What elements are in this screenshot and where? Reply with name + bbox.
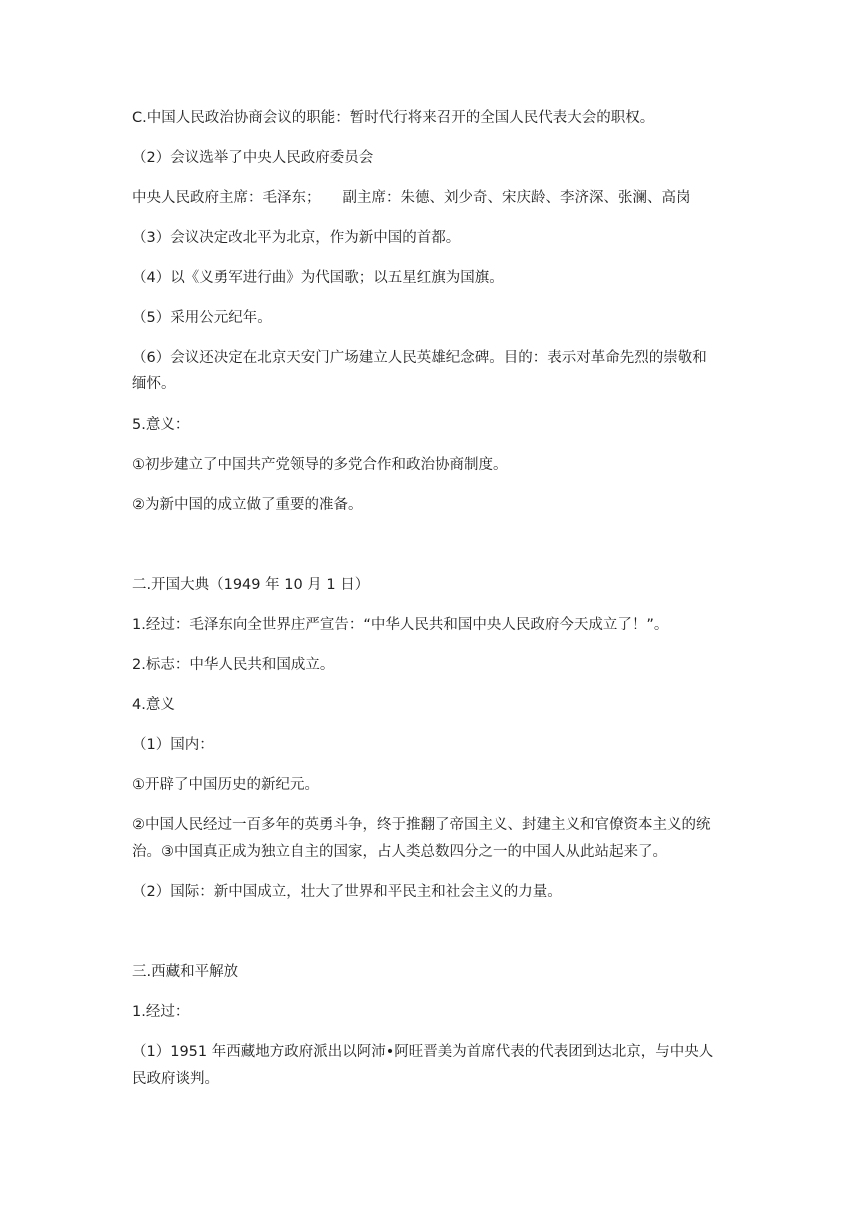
significance-point-1: ①初步建立了中国共产党领导的多党合作和政治协商制度。 — [132, 457, 508, 473]
cppcc-function-line: C.中国人民政治协商会议的职能：暂时代行将来召开的全国人民代表大会的职权。 — [132, 110, 655, 126]
section-founding-ceremony-heading: 二.开国大典（1949 年 10 月 1 日） — [132, 577, 370, 593]
significance-point-2: ②为新中国的成立做了重要的准备。 — [132, 497, 363, 513]
tibet-negotiation-line-continued: 民政府谈判。 — [132, 1071, 219, 1087]
chairman-line — [132, 186, 744, 210]
ceremony-significance-heading: 4.意义 — [132, 697, 175, 713]
election-heading: （2）会议选举了中央人民政府委员会 — [132, 150, 374, 166]
chairman-text: 中央人民政府主席：毛泽东； — [132, 190, 321, 206]
domestic-point-2: ②中国人民经过一百多年的英勇斗争，终于推翻了帝国主义、封建主义和官僚资本主义的统 — [132, 817, 711, 833]
tibet-negotiation-line: （1）1951 年西藏地方政府派出以阿沛•阿旺晋美为首席代表的代表团到达北京，与中央人 — [132, 1044, 714, 1060]
vice-chairman-text: 副主席：朱德、刘少奇、宋庆龄、李济深、张澜、高岗 — [342, 190, 691, 206]
section-tibet-heading: 三.西藏和平解放 — [132, 964, 239, 980]
domestic-heading: （1）国内： — [132, 737, 214, 753]
domestic-point-1: ①开辟了中国历史的新纪元。 — [132, 777, 319, 793]
anthem-flag-line: （4）以《义勇军进行曲》为代国歌；以五星红旗为国旗。 — [132, 270, 504, 286]
calendar-line: （5）采用公元纪年。 — [132, 310, 272, 326]
significance-heading: 5.意义： — [132, 417, 190, 433]
international-line: （2）国际：新中国成立，壮大了世界和平民主和社会主义的力量。 — [132, 884, 562, 900]
tibet-process-heading: 1.经过： — [132, 1004, 190, 1020]
ceremony-process-line: 1.经过：毛泽东向全世界庄严宣告：“中华人民共和国中央人民政府今天成立了！”。 — [132, 617, 669, 633]
monument-line: （6）会议还决定在北京天安门广场建立人民英雄纪念碑。目的：表示对革命先烈的崇敬和 — [132, 350, 707, 366]
domestic-point-2-continued: 治。③中国真正成为独立自主的国家，占人类总数四分之一的中国人从此站起来了。 — [132, 844, 667, 860]
ceremony-mark-line: 2.标志：中华人民共和国成立。 — [132, 657, 335, 673]
capital-line: （3）会议决定改北平为北京，作为新中国的首都。 — [132, 230, 461, 246]
monument-line-continued: 缅怀。 — [132, 376, 176, 392]
